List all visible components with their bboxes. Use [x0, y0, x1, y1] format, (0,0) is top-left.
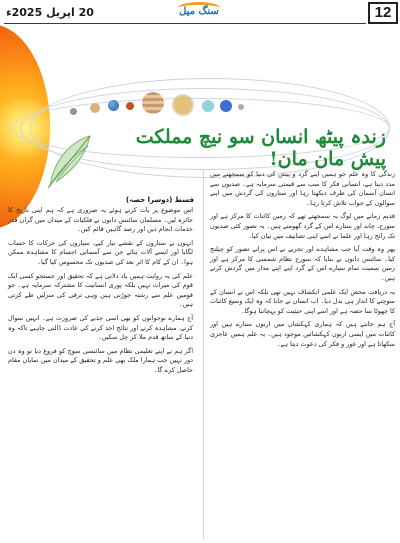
paragraph: قدیم زمانے میں لوگ یہ سمجھتے تھے کہ زمین کائنات کا مرکز ہے اور سورج، چاند اور ستارے اس کے گرد گھومتے ہیں۔ یہ تصور کئی صدیوں تک رائج رہا اور علما نے اسے اپنی تصانیف میں بیان کیا۔ [210, 212, 395, 240]
planet-jupiter [142, 92, 164, 114]
planet-pluto [238, 104, 244, 110]
planet-venus [90, 103, 100, 113]
page-number: 12 [368, 2, 398, 24]
article-headline: زندہ پیٹھ انسان سو نیچ مملکت پیش مان مان! [135, 126, 386, 170]
planet-earth [108, 100, 119, 111]
paragraph: اگر ہم نے اپنے تعلیمی نظام میں سائنسی سوچ کو فروغ دیا تو وہ دن دور نہیں جب ہمارا ملک بھی علم و تحقیق کے میدان میں نمایاں مقام حاصل کرے گا۔ [8, 346, 193, 374]
paragraph: زندگی کا وہ علم جو ہمیں اپنے گرد و پیش کی دنیا کو سمجھنے میں مدد دیتا ہے، انسانی فکر کا سب سے قیمتی سرمایہ ہے۔ صدیوں سے انسان آسمان کی طرف دیکھتا رہا اور ستاروں کی گردش میں اپنے سوالوں کے جواب تلاش کرتا رہا۔ [210, 170, 395, 207]
paragraph: علم کی یہ روایت ہمیں یاد دلاتی ہے کہ تحقیق اور جستجو کسی ایک قوم کی میراث نہیں بلکہ پوری انسانیت کا مشترکہ سرمایہ ہے۔ جو قومیں علم سے رشتہ جوڑتی ہیں وہی ترقی کی منزلیں طے کرتی ہیں۔ [8, 271, 193, 309]
article-column-right [210, 170, 395, 540]
issue-date: 20 اپریل 2025ء [6, 6, 94, 19]
brand-name: سنگ میل [179, 6, 219, 17]
header-rule [4, 23, 366, 24]
page-header [0, 0, 400, 26]
author-byline: قسط (دوسرا حصہ) [125, 196, 194, 204]
paragraph: انہوں نے ستاروں کے نقشے تیار کیے، سیاروں کی حرکات کا حساب لگایا اور ایسے آلات بنائے جن سے آسمانی اجسام کا مشاہدہ ممکن ہوا۔ ان کے کام کا اثر بعد کی صدیوں تک محسوس کیا گیا۔ [8, 238, 193, 266]
brand-logo [176, 2, 222, 22]
planet-saturn [174, 96, 192, 114]
paragraph: یہ دریافت محض ایک علمی انکشاف نہیں تھی بلکہ اس نے انسان کے سوچنے کا انداز ہی بدل دیا۔ اب انسان نے جانا کہ وہ ایک وسیع کائنات کا چھوٹا سا حصہ ہے اور اسے اپنی حیثیت کو پہچاننا ہوگا۔ [210, 287, 395, 315]
planet-mercury [70, 108, 77, 115]
planet-neptune [220, 100, 232, 112]
paragraph: اس موضوع پر بات کرتے ہوئے یہ ضروری ہے کہ ہم اپنی تاریخ کا جائزہ لیں۔ مسلمان سائنس دانوں نے فلکیات کے میدان میں گراں قدر خدمات انجام دیں اور رصد گاہیں قائم کیں۔ [8, 206, 193, 234]
planet-mars [126, 102, 134, 110]
planet-uranus [202, 100, 214, 112]
paragraph: پھر وہ وقت آیا جب مشاہدے اور تجربے نے اس پرانے تصور کو چیلنج کیا۔ سائنس دانوں نے بتایا کہ سورج نظام شمسی کا مرکز ہے اور زمین سمیت تمام سیارے اس کے گرد اپنے اپنے مدار میں گردش کرتے ہیں۔ [210, 245, 395, 282]
article-column-left [8, 206, 193, 540]
paragraph: آج ہم جانتے ہیں کہ ہماری کہکشاں میں اربوں ستارے ہیں اور کائنات میں ایسی اربوں کہکشائیں موجود ہیں۔ یہ علم ہمیں عاجزی سکھاتا ہے اور غور و فکر کی دعوت دیتا ہے۔ [210, 320, 395, 348]
feather-quill-icon [40, 132, 100, 192]
paragraph: آج ہمارے نوجوانوں کو بھی اسی جذبے کی ضرورت ہے۔ انہیں سوال کرنے، مشاہدہ کرنے اور نتائج اخذ کرنے کی عادت ڈالنی چاہیے تاکہ وہ دنیا کے ساتھ قدم ملا کر چل سکیں۔ [8, 313, 193, 342]
column-divider [203, 170, 204, 540]
